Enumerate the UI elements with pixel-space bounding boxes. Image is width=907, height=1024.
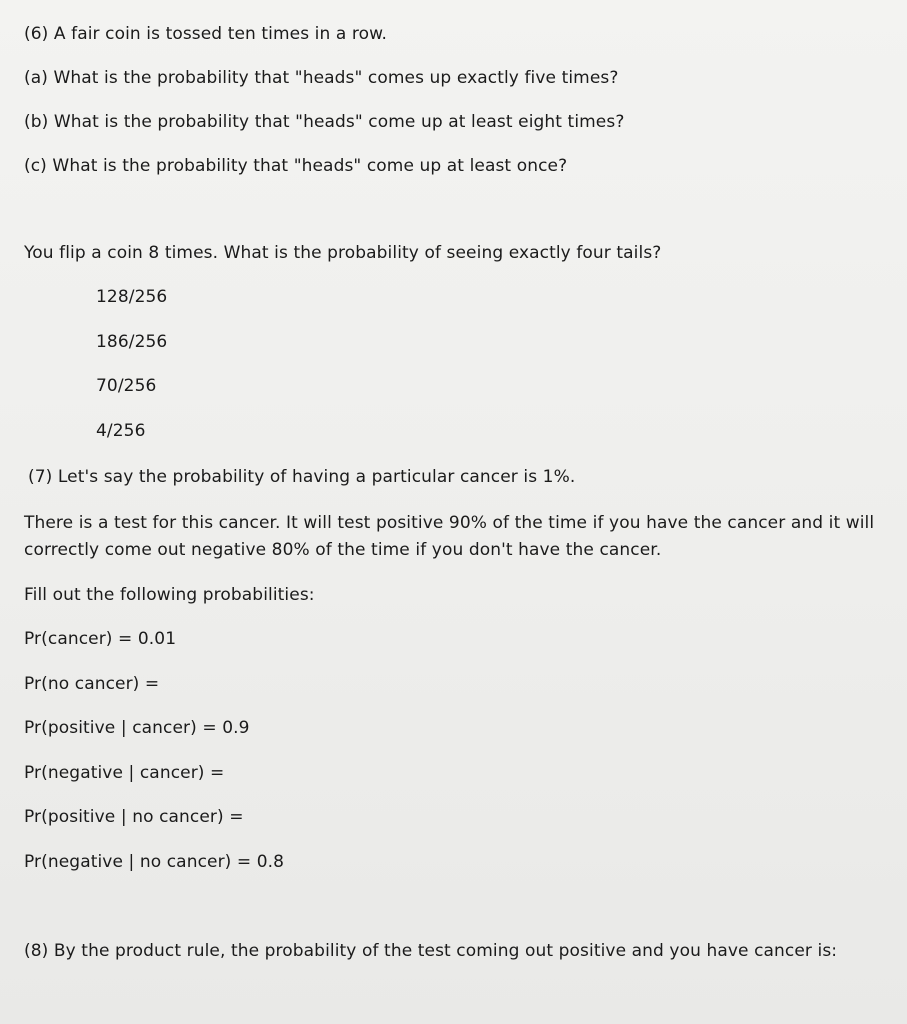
answer-option: 186/256 xyxy=(96,332,168,352)
q8-text: (8) By the product rule, the probability of the test coming out positive and you have cancer is: xyxy=(24,941,838,961)
probability-pr-positive-given-cancer: Pr(positive | cancer) = 0.9 xyxy=(24,718,250,738)
coin-flip-question: You flip a coin 8 times. What is the probability of seeing exactly four tails? xyxy=(24,243,662,263)
answer-option: 128/256 xyxy=(96,287,168,307)
probability-pr-no-cancer: Pr(no cancer) = xyxy=(24,674,160,694)
q7-test-description: There is a test for this cancer. It will test positive 90% of the time if you have the cancer and it will correctly come out negative 80% of the time if you don't have the cancer. xyxy=(24,513,875,560)
probability-pr-negative-given-cancer: Pr(negative | cancer) = xyxy=(24,763,225,783)
q6-part-c: (c) What is the probability that "heads" come up at least once? xyxy=(24,156,568,176)
answer-option: 4/256 xyxy=(96,421,146,441)
q6-part-b: (b) What is the probability that "heads" come up at least eight times? xyxy=(24,112,625,132)
probability-pr-negative-given-no-cancer: Pr(negative | no cancer) = 0.8 xyxy=(24,852,285,872)
q7-fill-out-instruction: Fill out the following probabilities: xyxy=(24,585,315,605)
q7-header: (7) Let's say the probability of having a particular cancer is 1%. xyxy=(28,467,576,487)
q6-header: (6) A fair coin is tossed ten times in a row. xyxy=(24,24,388,44)
answer-option: 70/256 xyxy=(96,376,157,396)
probability-pr-positive-given-no-cancer: Pr(positive | no cancer) = xyxy=(24,807,244,827)
probability-pr-cancer: Pr(cancer) = 0.01 xyxy=(24,629,177,649)
q6-part-a: (a) What is the probability that "heads" comes up exactly five times? xyxy=(24,68,619,88)
